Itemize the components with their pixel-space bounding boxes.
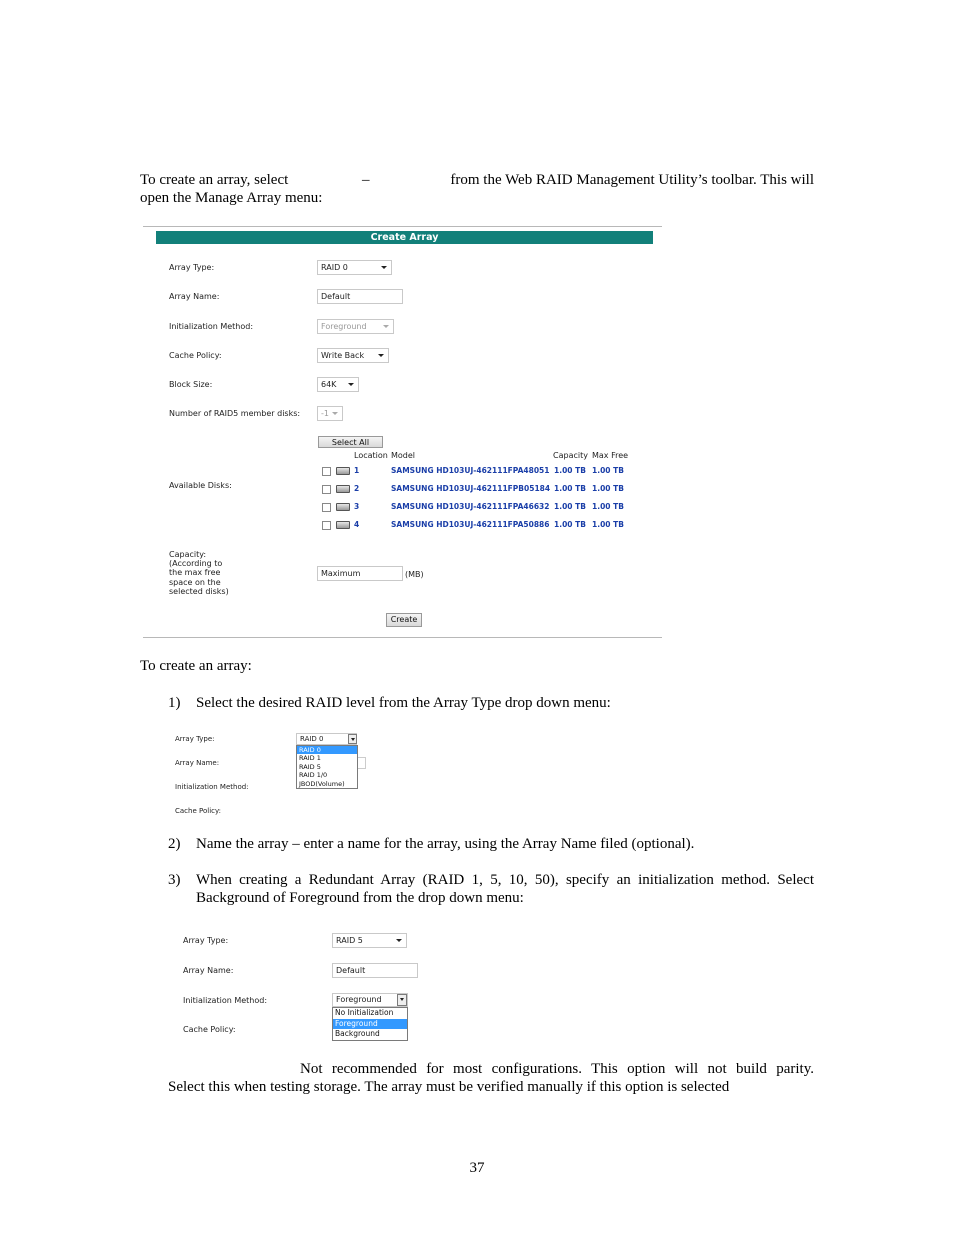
- fig2-cache-policy-label: Cache Policy:: [175, 807, 221, 815]
- fig3-init-method-select[interactable]: Foreground: [332, 993, 408, 1007]
- hard-disk-icon: [336, 503, 350, 511]
- raid5-members-label: Number of RAID5 member disks:: [169, 409, 301, 418]
- hard-disk-icon: [336, 467, 350, 475]
- disk-location: 1: [354, 466, 360, 475]
- disk-capacity: 1.00 TB: [554, 466, 586, 475]
- fig2-option-raid1[interactable]: RAID 1: [299, 754, 321, 763]
- panel-top-rule: [143, 226, 662, 227]
- disk-model: SAMSUNG HD103UJ-462111FPA46632: [391, 502, 550, 511]
- create-array-title-bar: Create Array: [156, 231, 653, 244]
- fig3-cache-policy-label: Cache Policy:: [183, 1025, 236, 1034]
- fig3-option-foreground[interactable]: Foreground: [333, 1019, 407, 1030]
- disk-max-free: 1.00 TB: [592, 520, 624, 529]
- capacity-label-line: selected disks): [169, 586, 229, 596]
- hard-disk-icon: [336, 485, 350, 493]
- fig2-array-name-field-edge: [357, 757, 366, 769]
- note-line1: Not recommended for most configurations. This option will not build parity.: [300, 1061, 814, 1077]
- disk-checkbox[interactable]: [322, 485, 331, 494]
- fig3-array-name-label: Array Name:: [183, 966, 234, 975]
- available-disks-label: Available Disks:: [169, 481, 232, 490]
- disk-max-free: 1.00 TB: [592, 484, 624, 493]
- disk-capacity: 1.00 TB: [554, 484, 586, 493]
- capacity-label-line: Capacity:: [169, 550, 207, 559]
- capacity-label: [169, 550, 229, 596]
- intro-text-end: from the Web RAID Management Utility’s toolbar. This will: [450, 172, 814, 188]
- capacity-input[interactable]: Maximum: [317, 566, 403, 581]
- disk-location: 2: [354, 484, 360, 493]
- disk-location: 3: [354, 502, 360, 511]
- fig3-array-type-label: Array Type:: [183, 936, 229, 945]
- fig2-init-method-label: Initialization Method:: [175, 783, 249, 791]
- fig3-init-method-options[interactable]: [332, 1007, 408, 1041]
- raid5-members-select[interactable]: -1: [317, 406, 343, 421]
- model-header: Model: [391, 451, 416, 460]
- fig2-array-name-label: Array Name:: [175, 759, 220, 767]
- capacity-unit: (MB): [405, 570, 424, 579]
- array-type-label: Array Type:: [169, 263, 215, 272]
- capacity-header: Capacity: [553, 451, 588, 460]
- fig2-dropdown-arrow-icon[interactable]: [348, 734, 357, 744]
- array-type-select[interactable]: RAID 0: [317, 260, 392, 275]
- disk-model: SAMSUNG HD103UJ-462111FPB05184: [391, 484, 551, 493]
- fig2-option-jbod[interactable]: JBOD(Volume): [299, 779, 345, 788]
- disk-capacity: 1.00 TB: [554, 502, 586, 511]
- init-method-label: Initialization Method:: [169, 322, 254, 331]
- note-line2: Select this when testing storage. The array must be verified manually if this option is selected: [168, 1079, 730, 1095]
- max-free-header: Max Free: [592, 451, 629, 460]
- fig3-array-type-select[interactable]: RAID 5: [332, 933, 407, 948]
- block-size-label: Block Size:: [169, 380, 213, 389]
- fig2-array-type-label: Array Type:: [175, 735, 215, 743]
- step2-text: Name the array – enter a name for the array, using the Array Name filed (optional).: [196, 836, 695, 852]
- disk-model: SAMSUNG HD103UJ-462111FPA48051: [391, 466, 550, 475]
- capacity-label-line: the max free: [169, 568, 221, 578]
- init-method-select[interactable]: Foreground: [317, 319, 394, 334]
- fig3-dropdown-arrow-icon[interactable]: [397, 994, 407, 1006]
- page-number: 37: [469, 1160, 485, 1176]
- intro-dash: –: [362, 172, 370, 188]
- disk-location: 4: [354, 520, 360, 529]
- step-number: 3): [168, 872, 181, 888]
- panel-bottom-rule: [143, 637, 662, 638]
- hard-disk-icon: [336, 521, 350, 529]
- fig2-array-type-select[interactable]: RAID 0: [296, 733, 357, 745]
- fig3-option-no-init[interactable]: No Initialization: [335, 1008, 394, 1017]
- fig2-array-type-options[interactable]: [296, 745, 358, 789]
- step1-text: Select the desired RAID level from the Array Type drop down menu:: [196, 695, 611, 711]
- fig2-option-raid10[interactable]: RAID 1/0: [299, 771, 328, 780]
- disk-capacity: 1.00 TB: [554, 520, 586, 529]
- cache-policy-label: Cache Policy:: [169, 351, 222, 360]
- step3-text-line1: When creating a Redundant Array (RAID 1, 5, 10, 50), specify an initialization method. Select: [196, 872, 814, 888]
- step3-text-line2: Background of Foreground from the drop down menu:: [196, 890, 524, 906]
- intro-text-line2: open the Manage Array menu:: [140, 190, 323, 206]
- disk-max-free: 1.00 TB: [592, 466, 624, 475]
- fig2-option-raid5[interactable]: RAID 5: [299, 762, 321, 771]
- disk-checkbox[interactable]: [322, 521, 331, 530]
- steps-intro: To create an array:: [140, 658, 252, 674]
- disk-checkbox[interactable]: [322, 467, 331, 476]
- cache-policy-select[interactable]: Write Back: [317, 348, 389, 363]
- fig3-array-name-input[interactable]: Default: [332, 963, 418, 978]
- disk-checkbox[interactable]: [322, 503, 331, 512]
- block-size-select[interactable]: 64K: [317, 377, 359, 392]
- location-header: Location: [354, 451, 388, 460]
- disk-max-free: 1.00 TB: [592, 502, 624, 511]
- select-all-button[interactable]: Select All: [318, 436, 383, 448]
- capacity-label-line: space on the: [169, 577, 221, 587]
- intro-text-start: To create an array, select: [140, 172, 289, 188]
- disk-model: SAMSUNG HD103UJ-462111FPA50886: [391, 520, 550, 529]
- array-name-input[interactable]: Default: [317, 289, 403, 304]
- create-button[interactable]: Create: [386, 613, 422, 627]
- capacity-label-line: (According to: [169, 559, 223, 569]
- step-number: 1): [168, 695, 181, 711]
- fig3-init-method-label: Initialization Method:: [183, 996, 268, 1005]
- fig2-option-raid0[interactable]: RAID 0: [297, 746, 357, 754]
- array-name-label: Array Name:: [169, 292, 220, 301]
- step-number: 2): [168, 836, 181, 852]
- fig3-option-background[interactable]: Background: [335, 1029, 380, 1038]
